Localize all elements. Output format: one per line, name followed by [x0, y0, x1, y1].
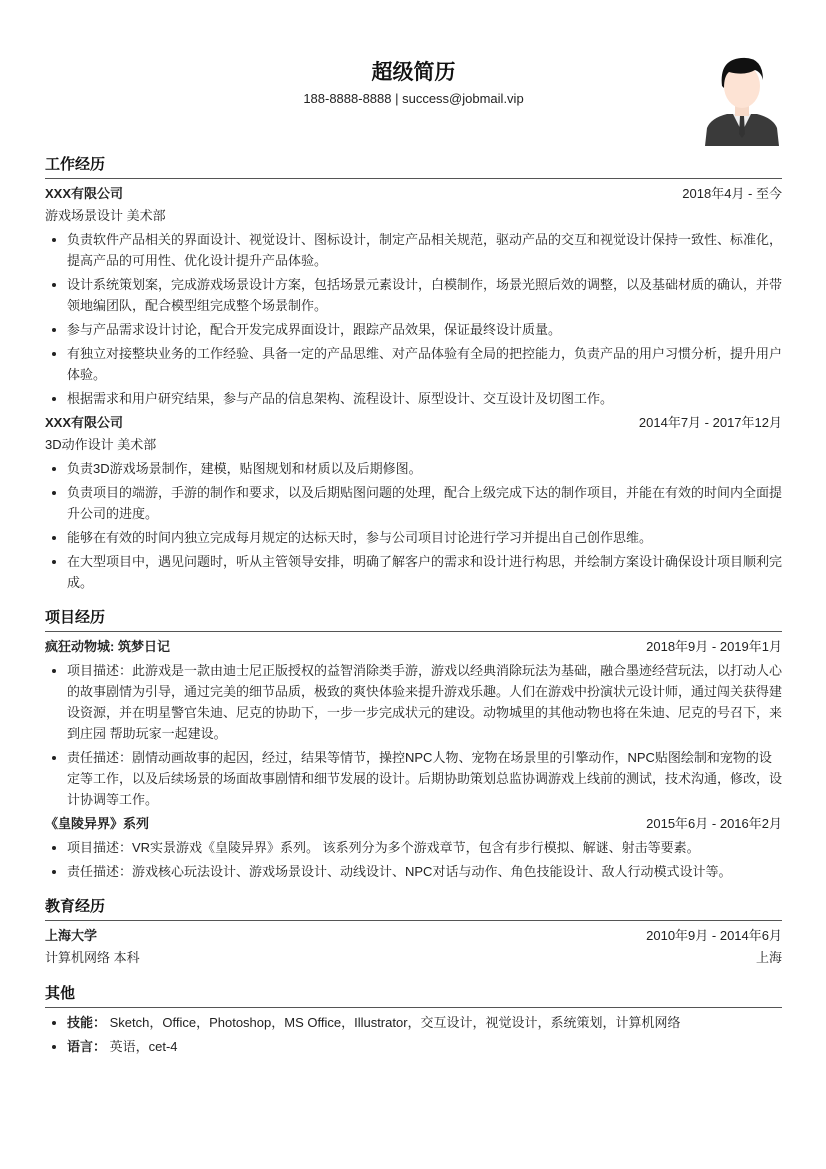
list-item: 能够在有效的时间内独立完成每月规定的达标天时，参与公司项目讨论进行学习并提出自己创作思维。: [45, 527, 782, 548]
location: 上海: [755, 950, 782, 965]
date-range: 2018年4月 - 至今: [682, 186, 782, 201]
section-title: 教育经历: [45, 896, 782, 921]
skills-label: 技能：: [67, 1015, 107, 1030]
date-range: 2015年6月 - 2016年2月: [646, 816, 782, 831]
bullet-list: [45, 837, 782, 882]
list-item: 项目描述：VR实景游戏《皇陵异界》系列。 该系列分为多个游戏章节，包含有步行模拟、解谜、射击等要素。: [45, 837, 782, 858]
skills-value: Sketch，Office，Photoshop，MS Office，Illustrator，交互设计，视觉设计，系统策划，计算机网络: [106, 1015, 681, 1030]
bullet-list: [45, 660, 782, 810]
list-item: 负责项目的端游，手游的制作和要求，以及后期贴图问题的处理，配合上级完成下达的制作项目，并能在有效的时间内全面提升公司的进度。: [45, 482, 782, 524]
date-range: 2014年7月 - 2017年12月: [638, 415, 782, 430]
resume-content: [45, 154, 782, 1060]
list-item: 根据需求和用户研究结果，参与产品的信息架构、流程设计、原型设计、交互设计及切图工作。: [45, 388, 782, 409]
list-item: 责任描述：剧情动画故事的起因，经过，结果等情节，操控NPC人物、宠物在场景里的引擎动作，NPC贴图绘制和宠物的设定等工作，以及后续场景的场面故事剧情和细节发展的设计。后期协助策划总监协调游戏上线前的测试，技术沟通，修改，设计协调等工作。: [45, 747, 782, 810]
language-value: 英语，cet-4: [106, 1039, 178, 1054]
section-title: 工作经历: [45, 154, 782, 179]
job-role: 游戏场景设计 美术部: [45, 208, 166, 223]
section-title: 其他: [45, 983, 782, 1008]
list-item: 参与产品需求设计讨论，配合开发完成界面设计，跟踪产品效果，保证最终设计质量。: [45, 319, 782, 340]
list-item: 负责软件产品相关的界面设计、视觉设计、图标设计，制定产品相关规范，驱动产品的交互和视觉设计保持一致性、标准化，提高产品的可用性、优化设计提升产品体验。: [45, 229, 782, 271]
job-role: 3D动作设计 美术部: [45, 437, 157, 452]
project-name: 疯狂动物城: 筑梦日记: [45, 639, 170, 654]
list-item: 责任描述：游戏核心玩法设计、游戏场景设计、动线设计、NPC对话与动作、角色技能设计、敌人行动模式设计等。: [45, 861, 782, 882]
section-title: 项目经历: [45, 607, 782, 632]
bullet-list: [45, 229, 782, 409]
list-item: 有独立对接整块业务的工作经验、具备一定的产品思维、对产品体验有全局的把控能力，负责产品的用户习惯分析，提升用户体验。: [45, 343, 782, 385]
major: 计算机网络 本科: [45, 950, 140, 965]
bullet-list: [45, 1012, 782, 1057]
list-item-language: [45, 1036, 782, 1057]
resume-title: 超级简历: [371, 61, 456, 84]
date-range: 2010年9月 - 2014年6月: [646, 928, 782, 943]
date-range: 2018年9月 - 2019年1月: [646, 639, 782, 654]
school-name: 上海大学: [45, 928, 98, 943]
section-projects: [45, 607, 782, 882]
company-name: XXX有限公司: [45, 415, 124, 430]
company-name: XXX有限公司: [45, 186, 124, 201]
section-other: [45, 983, 782, 1057]
contact-info: 188-8888-8888 | success@jobmail.vip: [303, 91, 524, 106]
project-name: 《皇陵异界》系列: [45, 816, 150, 831]
list-item: 设计系统策划案，完成游戏场景设计方案，包括场景元素设计，白模制作，场景光照后效的调整，以及基础材质的确认，并带领地编团队，配合模型组完成整个场景制作。: [45, 274, 782, 316]
list-item: 在大型项目中，遇见问题时，听从主管领导安排，明确了解客户的需求和设计进行构思，并绘制方案设计确保设计项目顺利完成。: [45, 551, 782, 593]
section-work: [45, 154, 782, 593]
section-education: [45, 896, 782, 969]
list-item: 负责3D游戏场景制作，建模，贴图规划和材质以及后期修图。: [45, 458, 782, 479]
list-item: 项目描述：此游戏是一款由迪士尼正版授权的益智消除类手游，游戏以经典消除玩法为基础，融合墨迹经营玩法，以打动人心的故事剧情为引导，通过完美的细节品质，极致的爽快体验来提升游戏乐趣。人们在游戏中扮演状元设计师，通过闯关获得建设资源，并在明星警官朱迪、尼克的协助下，一步一步完成状元的建设。动物城里的其他动物也将在朱迪、尼克的号召下，来到庄园 帮助玩家一起建设。: [45, 660, 782, 744]
language-label: 语言：: [67, 1039, 107, 1054]
list-item-skills: [45, 1012, 782, 1033]
bullet-list: [45, 458, 782, 593]
avatar: [705, 54, 779, 146]
